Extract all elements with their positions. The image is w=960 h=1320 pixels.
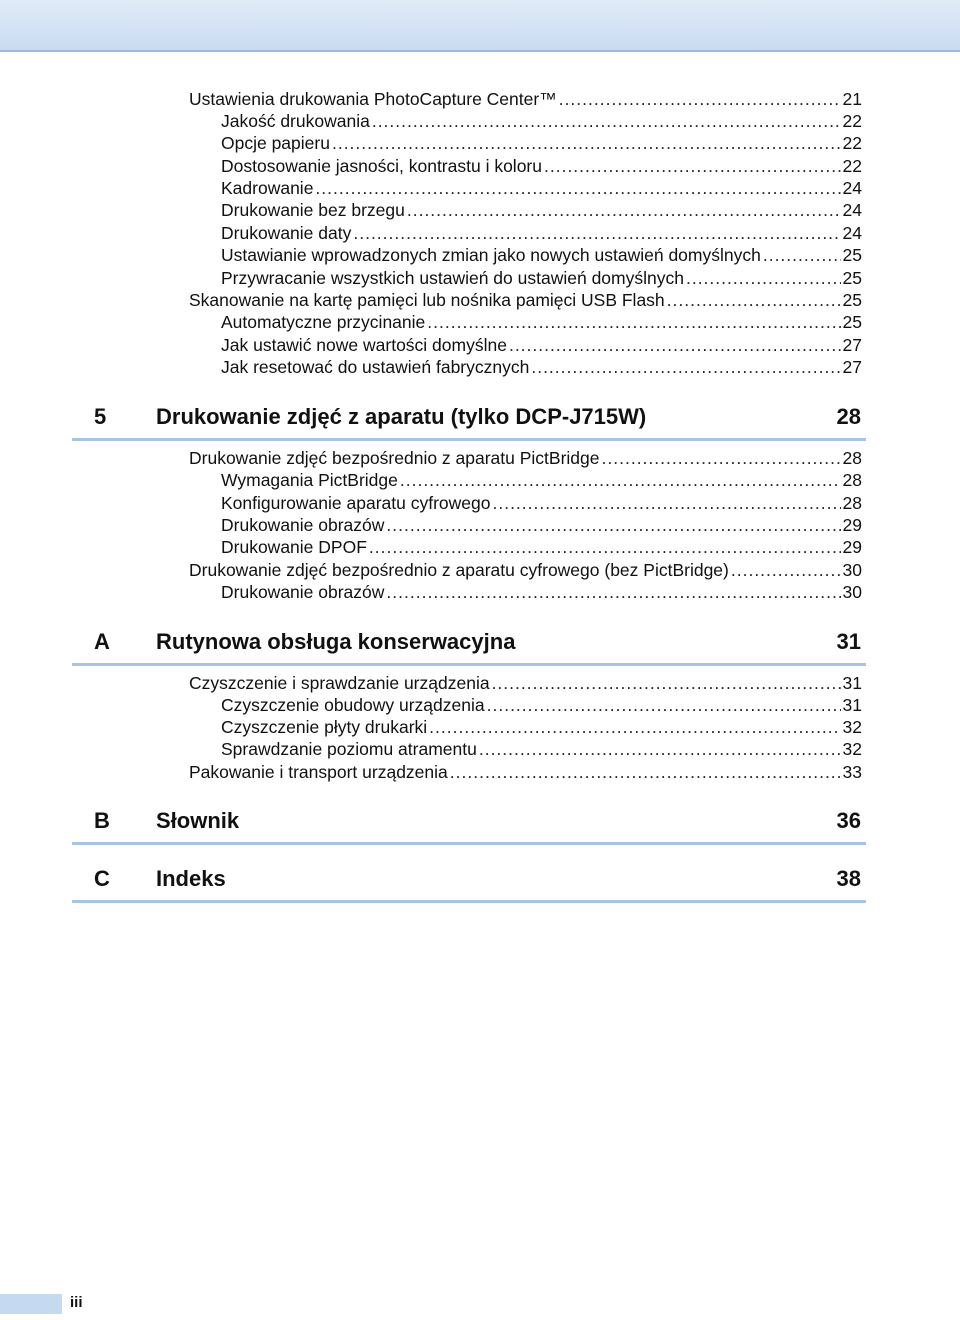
dot-leader bbox=[372, 110, 841, 132]
chapter-page-number: 28 bbox=[836, 404, 861, 429]
toc-entry-page: 21 bbox=[842, 89, 862, 109]
toc-entry[interactable] bbox=[221, 222, 862, 244]
toc-entry-page: 32 bbox=[842, 717, 862, 737]
toc-entry[interactable] bbox=[221, 738, 862, 760]
toc-entry[interactable] bbox=[221, 267, 862, 289]
toc-entry-page: 25 bbox=[842, 245, 862, 265]
toc-entry-title: Kadrowanie bbox=[221, 178, 314, 198]
toc-entry[interactable] bbox=[189, 289, 862, 311]
dot-leader bbox=[559, 88, 841, 110]
dot-leader bbox=[686, 267, 841, 289]
toc-entry-title: Drukowanie bez brzegu bbox=[221, 200, 405, 220]
dot-leader bbox=[369, 536, 841, 558]
toc-entry-title: Skanowanie na kartę pamięci lub nośnika pamięci USB Flash bbox=[189, 290, 665, 310]
toc-entry-page: 22 bbox=[842, 111, 862, 131]
toc-entry-title: Pakowanie i transport urządzenia bbox=[189, 762, 448, 782]
toc-entry-page: 25 bbox=[842, 290, 862, 310]
toc-entry-title: Drukowanie obrazów bbox=[221, 515, 385, 535]
dot-leader bbox=[492, 492, 840, 514]
toc-entry[interactable] bbox=[221, 356, 862, 378]
toc-entry[interactable] bbox=[221, 581, 862, 603]
chapter-heading[interactable] bbox=[72, 398, 866, 441]
toc-entry-title: Czyszczenie i sprawdzanie urządzenia bbox=[189, 673, 490, 693]
toc-entry-page: 24 bbox=[842, 178, 862, 198]
chapter-title: Rutynowa obsługa konserwacyjna bbox=[156, 629, 516, 654]
toc-entry-title: Ustawianie wprowadzonych zmian jako nowych ustawień domyślnych bbox=[221, 245, 761, 265]
toc-entry-page: 24 bbox=[842, 200, 862, 220]
toc-entry[interactable] bbox=[221, 244, 862, 266]
toc-entry[interactable] bbox=[221, 492, 862, 514]
toc-entry-page: 31 bbox=[842, 673, 862, 693]
toc-entry-title: Automatyczne przycinanie bbox=[221, 312, 426, 332]
toc-entry[interactable] bbox=[221, 469, 862, 491]
toc-entry-page: 28 bbox=[842, 493, 862, 513]
toc-entry-title: Dostosowanie jasności, kontrastu i koloru bbox=[221, 156, 542, 176]
toc-entry[interactable] bbox=[189, 559, 862, 581]
dot-leader bbox=[667, 289, 841, 311]
dot-leader bbox=[407, 199, 841, 221]
chapter-heading[interactable] bbox=[72, 623, 866, 666]
chapter-title: Słownik bbox=[156, 808, 240, 833]
toc-entry-title: Drukowanie daty bbox=[221, 223, 352, 243]
chapter-title: Indeks bbox=[156, 866, 226, 891]
toc-entry-title: Drukowanie obrazów bbox=[221, 582, 385, 602]
toc-entry-title: Ustawienia drukowania PhotoCapture Center™ bbox=[189, 89, 557, 109]
toc-entry[interactable] bbox=[189, 447, 862, 469]
chapter-page-number: 31 bbox=[836, 629, 861, 654]
dot-leader bbox=[544, 155, 841, 177]
dot-leader bbox=[386, 514, 840, 536]
dot-leader bbox=[492, 672, 841, 694]
toc-entry[interactable] bbox=[221, 199, 862, 221]
chapter-page-number: 36 bbox=[836, 808, 861, 833]
toc-entry[interactable] bbox=[221, 694, 862, 716]
dot-leader bbox=[332, 132, 841, 154]
toc-entry[interactable] bbox=[221, 132, 862, 154]
chapter-number: C bbox=[94, 866, 110, 891]
toc-entry-page: 33 bbox=[842, 762, 862, 782]
toc-entry-page: 22 bbox=[842, 156, 862, 176]
toc-entry-page: 29 bbox=[842, 515, 862, 535]
toc-entry[interactable] bbox=[221, 334, 862, 356]
dot-leader bbox=[763, 244, 841, 266]
dot-leader bbox=[450, 761, 841, 783]
dot-leader bbox=[479, 738, 841, 760]
toc-entry-page: 31 bbox=[842, 695, 862, 715]
toc-entry-page: 29 bbox=[842, 537, 862, 557]
toc-entry-page: 28 bbox=[842, 470, 862, 490]
dot-leader bbox=[400, 469, 841, 491]
toc-entry-title: Drukowanie zdjęć bezpośrednio z aparatu cyfrowego (bez PictBridge) bbox=[189, 560, 729, 580]
toc-entry-title: Sprawdzanie poziomu atramentu bbox=[221, 739, 477, 759]
dot-leader bbox=[731, 559, 841, 581]
toc-entry-page: 22 bbox=[842, 133, 862, 153]
toc-entry-page: 27 bbox=[842, 335, 862, 355]
toc-entry[interactable] bbox=[221, 716, 862, 738]
dot-leader bbox=[353, 222, 840, 244]
toc-entry-title: Drukowanie DPOF bbox=[221, 537, 367, 557]
toc-entry-title: Jak resetować do ustawień fabrycznych bbox=[221, 357, 530, 377]
toc-entry-page: 25 bbox=[842, 268, 862, 288]
dot-leader bbox=[429, 716, 840, 738]
toc-entry-page: 24 bbox=[842, 223, 862, 243]
toc-entry-title: Opcje papieru bbox=[221, 133, 330, 153]
chapter-title: Drukowanie zdjęć z aparatu (tylko DCP-J715W) bbox=[156, 404, 647, 429]
toc-entry[interactable] bbox=[221, 155, 862, 177]
chapter-number: A bbox=[94, 629, 110, 654]
toc-entry-title: Przywracanie wszystkich ustawień do ustawień domyślnych bbox=[221, 268, 684, 288]
dot-leader bbox=[509, 334, 841, 356]
toc-entry-title: Wymagania PictBridge bbox=[221, 470, 398, 490]
chapter-heading[interactable] bbox=[72, 802, 866, 845]
toc-entry-title: Jak ustawić nowe wartości domyślne bbox=[221, 335, 507, 355]
toc-entry[interactable] bbox=[221, 514, 862, 536]
dot-leader bbox=[315, 177, 840, 199]
dot-leader bbox=[531, 356, 840, 378]
chapter-heading[interactable] bbox=[72, 860, 866, 903]
toc-entry-page: 25 bbox=[842, 312, 862, 332]
header-band bbox=[0, 0, 960, 52]
toc-entry[interactable] bbox=[189, 761, 862, 783]
toc-entry[interactable] bbox=[189, 672, 862, 694]
toc-entry-page: 27 bbox=[842, 357, 862, 377]
chapter-number: 5 bbox=[94, 404, 107, 429]
toc-entry-title: Konfigurowanie aparatu cyfrowego bbox=[221, 493, 491, 513]
toc-entry-page: 32 bbox=[842, 739, 862, 759]
dot-leader bbox=[602, 447, 841, 469]
chapter-number: B bbox=[94, 808, 110, 833]
toc-entry-page: 30 bbox=[842, 560, 862, 580]
dot-leader bbox=[427, 311, 840, 333]
dot-leader bbox=[386, 581, 840, 603]
toc-entry-title: Jakość drukowania bbox=[221, 111, 370, 131]
toc-entry[interactable] bbox=[221, 536, 862, 558]
toc-entry[interactable] bbox=[221, 311, 862, 333]
toc-entry-page: 30 bbox=[842, 582, 862, 602]
toc-entry-title: Czyszczenie obudowy urządzenia bbox=[221, 695, 485, 715]
page-number: iii bbox=[70, 1294, 83, 1311]
footer-accent-bar bbox=[0, 1294, 62, 1314]
toc-entry[interactable] bbox=[221, 177, 862, 199]
toc-entry[interactable] bbox=[189, 88, 862, 110]
toc-entry-title: Czyszczenie płyty drukarki bbox=[221, 717, 428, 737]
toc-entry-title: Drukowanie zdjęć bezpośrednio z aparatu PictBridge bbox=[189, 448, 600, 468]
chapter-page-number: 38 bbox=[836, 866, 861, 891]
toc-entry-page: 28 bbox=[842, 448, 862, 468]
toc-entry[interactable] bbox=[221, 110, 862, 132]
dot-leader bbox=[487, 694, 841, 716]
